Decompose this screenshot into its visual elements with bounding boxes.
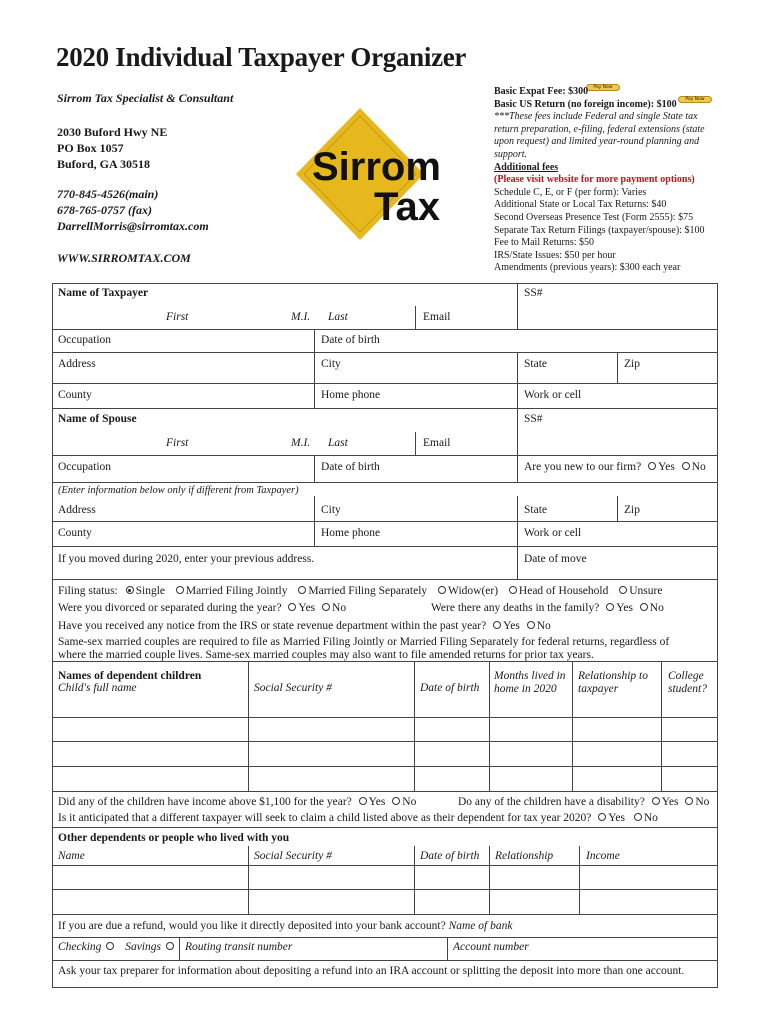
child-dob-header: Date of birth xyxy=(420,682,480,694)
different-address-note: (Enter information below only if different from Taxpayer) xyxy=(58,485,299,496)
deaths-question xyxy=(431,602,664,614)
logo-text-1: Sirrom xyxy=(312,145,441,189)
filing-unsure-label: Unsure xyxy=(629,585,663,597)
yes-label: Yes xyxy=(616,602,633,614)
other-dependents-heading: Other dependents or people who lived with you xyxy=(58,832,290,844)
spouse-zip-field[interactable]: Zip xyxy=(624,504,640,516)
college-header-line: College xyxy=(668,670,704,682)
no-label: No xyxy=(649,602,664,614)
taxpayer-heading: Name of Taxpayer xyxy=(58,287,149,299)
filing-unsure-radio[interactable] xyxy=(619,586,627,594)
relationship-header-line: Relationship to xyxy=(578,670,648,682)
disability-label: Do any of the children have a disability? xyxy=(458,796,645,808)
taxpayer-email-field[interactable]: Email xyxy=(423,311,451,323)
months-lived-header xyxy=(494,670,566,696)
disability-yes-radio[interactable] xyxy=(652,797,660,805)
months-lived-header-line: Months lived in xyxy=(494,670,566,682)
filing-hoh-label: Head of Household xyxy=(518,585,609,597)
notice-no-radio[interactable] xyxy=(527,621,535,629)
taxpayer-last-label: Last xyxy=(328,311,348,323)
phone-fax: 678-765-0757 (fax) xyxy=(57,203,152,217)
taxpayer-home-phone-field[interactable]: Home phone xyxy=(321,389,381,401)
fee-item: Amendments (previous years): $300 each year xyxy=(494,262,681,274)
checking-radio[interactable] xyxy=(106,942,114,950)
filing-joint-label: Married Filing Jointly xyxy=(185,585,288,597)
date-of-move-field[interactable]: Date of move xyxy=(524,553,587,565)
child-name-header: Child's full name xyxy=(58,682,137,694)
spouse-city-field[interactable]: City xyxy=(321,504,341,516)
child-income-label: Did any of the children have income above $1,100 for the year? xyxy=(58,796,352,808)
spouse-email-field[interactable]: Email xyxy=(423,437,451,449)
child-income-yes-radio[interactable] xyxy=(359,797,367,805)
other-relationship-header: Relationship xyxy=(495,850,554,862)
no-label: No xyxy=(536,620,551,632)
claim-child-no-radio[interactable] xyxy=(634,813,642,821)
fee-item: Fee to Mail Returns: $50 xyxy=(494,237,594,249)
fee-note: ***These fees include Federal and single State tax return preparation, e-filing, federal extensions (state upon request) and limited year-round planning and support. xyxy=(494,111,705,160)
no-label: No xyxy=(691,461,706,473)
child-income-no-radio[interactable] xyxy=(392,797,400,805)
claim-child-label: Is it anticipated that a different taxpayer will seek to claim a child listed above as their dependent for tax year 2020? xyxy=(58,812,592,824)
filing-single-radio[interactable] xyxy=(126,586,134,594)
college-header xyxy=(668,670,707,696)
notice-label: Have you received any notice from the IRS or state revenue department within the past year? xyxy=(58,620,487,632)
taxpayer-zip-field[interactable]: Zip xyxy=(624,358,640,370)
divorced-label: Were you divorced or separated during the year? xyxy=(58,602,282,614)
taxpayer-occupation-field[interactable]: Occupation xyxy=(58,334,112,346)
filing-widow-label: Widow(er) xyxy=(448,585,499,597)
relationship-header-line: taxpayer xyxy=(578,683,619,695)
yes-label: Yes xyxy=(503,620,520,632)
months-lived-header-line: home in 2020 xyxy=(494,683,557,695)
spouse-mi-label: M.I. xyxy=(291,437,311,449)
new-to-firm-no-radio[interactable] xyxy=(682,462,690,470)
no-label: No xyxy=(695,796,710,808)
phone-main: 770-845-4526(main) xyxy=(57,187,159,201)
taxpayer-first-label: First xyxy=(166,311,189,323)
taxpayer-dob-field[interactable]: Date of birth xyxy=(321,334,380,346)
spouse-dob-field[interactable]: Date of birth xyxy=(321,461,380,473)
fee-schedule xyxy=(494,86,716,275)
fee-item: IRS/State Issues: $50 per hour xyxy=(494,249,616,261)
other-name-header: Name xyxy=(58,850,85,862)
direct-deposit-question xyxy=(58,920,512,932)
spouse-state-field[interactable]: State xyxy=(524,504,547,516)
ira-note: Ask your tax preparer for information about depositing a refund into an IRA account or splitting the deposit into more than one account. xyxy=(58,965,685,977)
spouse-first-label: First xyxy=(166,437,189,449)
claim-child-question xyxy=(58,812,658,824)
company-logo xyxy=(296,108,476,240)
page-title: 2020 Individual Taxpayer Organizer xyxy=(56,42,467,72)
deaths-yes-radio[interactable] xyxy=(606,603,614,611)
additional-fees-heading: Additional fees xyxy=(494,161,559,173)
email-link[interactable]: DarrellMorris@sirromtax.com xyxy=(57,219,209,233)
spouse-ss-field[interactable]: SS# xyxy=(524,413,543,425)
yes-label: Yes xyxy=(661,796,679,808)
same-sex-note-2: where the married couple lives. Same-sex married couples may also want to file amended returns for prior tax years. xyxy=(58,649,594,661)
filing-separate-label: Married Filing Separately xyxy=(308,585,428,597)
dependents-heading: Names of dependent children xyxy=(58,670,202,682)
taxpayer-state-field[interactable]: State xyxy=(524,358,547,370)
fee-item: Schedule C, E, or F (per form): Varies xyxy=(494,186,647,198)
spouse-work-cell-field[interactable]: Work or cell xyxy=(524,527,582,539)
taxpayer-work-cell-field[interactable]: Work or cell xyxy=(524,389,582,401)
fee-us-return: Basic US Return (no foreign income): $100 xyxy=(494,98,677,110)
no-label: No xyxy=(402,796,417,808)
fee-item: Second Overseas Presence Test (Form 2555): $75 xyxy=(494,211,694,223)
disability-no-radio[interactable] xyxy=(685,797,693,805)
address-line: Buford, GA 30518 xyxy=(57,157,151,171)
spouse-address-field[interactable]: Address xyxy=(58,504,96,516)
visit-website-note: (Please visit website for more payment options) xyxy=(494,174,695,186)
taxpayer-address-field[interactable]: Address xyxy=(58,358,96,370)
divorced-no-radio[interactable] xyxy=(322,603,330,611)
filing-widow-radio[interactable] xyxy=(438,586,446,594)
direct-deposit-label: If you are due a refund, would you like it directly deposited into your bank account? xyxy=(58,920,446,932)
savings-label: Savings xyxy=(125,941,161,953)
company-address xyxy=(57,124,167,172)
pay-now-button[interactable]: Pay Now xyxy=(586,84,620,91)
filing-single-label: Single xyxy=(135,585,166,597)
taxpayer-ss-field[interactable]: SS# xyxy=(524,287,543,299)
yes-label: Yes xyxy=(298,602,316,614)
other-dob-header: Date of birth xyxy=(420,850,480,862)
checking-label: Checking xyxy=(58,941,102,953)
filing-hoh-radio[interactable] xyxy=(509,586,517,594)
fee-item: Separate Tax Return Filings (taxpayer/spouse): $100 xyxy=(494,224,705,236)
filing-separate-radio[interactable] xyxy=(298,586,306,594)
relationship-header xyxy=(578,670,648,696)
filing-joint-radio[interactable] xyxy=(176,586,184,594)
filing-status-label: Filing status: xyxy=(58,585,118,597)
yes-label: Yes xyxy=(608,812,625,824)
company-contact xyxy=(57,186,209,234)
company-name: Sirrom Tax Specialist & Consultant xyxy=(57,91,234,105)
other-income-header: Income xyxy=(586,850,620,862)
no-label: No xyxy=(643,812,658,824)
bank-name-field[interactable]: Name of bank xyxy=(448,920,513,932)
divorced-yes-radio[interactable] xyxy=(288,603,296,611)
same-sex-note-1: Same-sex married couples are required to file as Married Filing Jointly or Married Filing Separately for federal returns, regardless of xyxy=(58,636,670,648)
spouse-heading: Name of Spouse xyxy=(58,413,137,425)
child-ssn-header: Social Security # xyxy=(254,682,332,694)
notice-yes-radio[interactable] xyxy=(493,621,501,629)
spouse-last-label: Last xyxy=(328,437,348,449)
fee-item: Additional State or Local Tax Returns: $40 xyxy=(494,199,667,211)
spouse-county-field[interactable]: County xyxy=(58,527,92,539)
new-to-firm-yes-radio[interactable] xyxy=(648,462,656,470)
divorced-question xyxy=(58,602,346,614)
yes-label: Yes xyxy=(368,796,386,808)
yes-label: Yes xyxy=(658,461,675,473)
savings-radio[interactable] xyxy=(166,942,174,950)
no-label: No xyxy=(332,602,347,614)
college-header-line: student? xyxy=(668,683,707,695)
child-income-question xyxy=(58,796,416,808)
other-ssn-header: Social Security # xyxy=(254,850,332,862)
spouse-occupation-field[interactable]: Occupation xyxy=(58,461,112,473)
fee-expat: Basic Expat Fee: $300 xyxy=(494,86,589,97)
previous-address-field[interactable]: If you moved during 2020, enter your previous address. xyxy=(58,553,315,565)
notice-question xyxy=(58,620,551,632)
website-link[interactable]: WWW.SIRROMTAX.COM xyxy=(57,251,191,265)
pay-now-button[interactable]: Pay Now xyxy=(678,96,712,103)
routing-number-field[interactable]: Routing transit number xyxy=(185,941,293,953)
logo-text-2: Tax xyxy=(374,185,440,229)
taxpayer-mi-label: M.I. xyxy=(291,311,311,323)
spouse-home-phone-field[interactable]: Home phone xyxy=(321,527,381,539)
taxpayer-county-field[interactable]: County xyxy=(58,389,92,401)
disability-question xyxy=(458,796,709,808)
new-to-firm-question xyxy=(524,461,706,473)
account-type-row xyxy=(58,941,176,953)
address-line: 2030 Buford Hwy NE xyxy=(57,125,168,139)
filing-status-row xyxy=(58,585,662,597)
address-line: PO Box 1057 xyxy=(57,141,124,155)
deaths-no-radio[interactable] xyxy=(640,603,648,611)
new-to-firm-label: Are you new to our firm? xyxy=(524,461,642,473)
taxpayer-city-field[interactable]: City xyxy=(321,358,341,370)
account-number-field[interactable]: Account number xyxy=(453,941,529,953)
deaths-label: Were there any deaths in the family? xyxy=(431,602,600,614)
claim-child-yes-radio[interactable] xyxy=(598,813,606,821)
